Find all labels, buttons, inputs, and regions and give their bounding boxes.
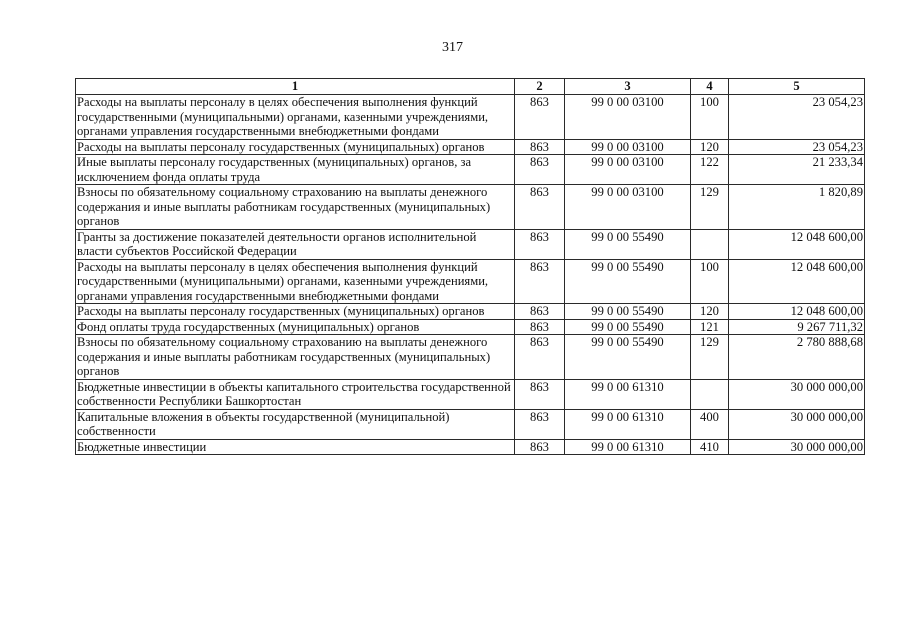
table-header-row [76, 79, 865, 95]
header-col-5: 5 [729, 79, 865, 95]
table-row [76, 185, 865, 230]
header-col-3: 3 [565, 79, 691, 95]
row-name: Капитальные вложения в объекты государственной (муниципальной) собственности [76, 409, 515, 439]
row-csr: 99 0 00 55490 [565, 319, 691, 335]
row-grbs: 863 [515, 379, 565, 409]
row-amount: 9 267 711,32 [729, 319, 865, 335]
row-csr: 99 0 00 03100 [565, 155, 691, 185]
row-name: Расходы на выплаты персоналу в целях обеспечения выполнения функций государственными (муниципальными) органами, казенными учреждениями, органами управления государственными внебюджетными фондами [76, 95, 515, 140]
row-grbs: 863 [515, 139, 565, 155]
table-row [76, 95, 865, 140]
row-csr: 99 0 00 61310 [565, 379, 691, 409]
table-row [76, 379, 865, 409]
row-name: Гранты за достижение показателей деятельности органов исполнительной власти субъектов Российской Федерации [76, 229, 515, 259]
row-name: Взносы по обязательному социальному страхованию на выплаты денежного содержания и иные выплаты работникам государственных (муниципальных) органов [76, 185, 515, 230]
row-vr: 120 [691, 304, 729, 320]
row-amount: 30 000 000,00 [729, 439, 865, 455]
row-amount: 1 820,89 [729, 185, 865, 230]
header-col-1: 1 [76, 79, 515, 95]
row-csr: 99 0 00 61310 [565, 409, 691, 439]
table-row [76, 259, 865, 304]
row-name: Иные выплаты персоналу государственных (муниципальных) органов, за исключением фонда оплаты труда [76, 155, 515, 185]
table-row [76, 139, 865, 155]
row-vr: 410 [691, 439, 729, 455]
row-csr: 99 0 00 55490 [565, 335, 691, 380]
row-amount: 21 233,34 [729, 155, 865, 185]
table-row [76, 155, 865, 185]
header-col-2: 2 [515, 79, 565, 95]
row-amount: 12 048 600,00 [729, 304, 865, 320]
row-csr: 99 0 00 55490 [565, 229, 691, 259]
row-csr: 99 0 00 03100 [565, 95, 691, 140]
table-row [76, 319, 865, 335]
row-amount: 30 000 000,00 [729, 409, 865, 439]
row-csr: 99 0 00 03100 [565, 139, 691, 155]
row-vr: 100 [691, 259, 729, 304]
row-grbs: 863 [515, 95, 565, 140]
row-amount: 23 054,23 [729, 139, 865, 155]
row-grbs: 863 [515, 304, 565, 320]
row-vr: 121 [691, 319, 729, 335]
row-amount: 30 000 000,00 [729, 379, 865, 409]
table-row [76, 229, 865, 259]
row-name: Бюджетные инвестиции [76, 439, 515, 455]
row-vr: 100 [691, 95, 729, 140]
row-csr: 99 0 00 61310 [565, 439, 691, 455]
row-grbs: 863 [515, 439, 565, 455]
row-name: Бюджетные инвестиции в объекты капитального строительства государственной собственности Республики Башкортостан [76, 379, 515, 409]
row-name: Расходы на выплаты персоналу государственных (муниципальных) органов [76, 304, 515, 320]
row-name: Фонд оплаты труда государственных (муниципальных) органов [76, 319, 515, 335]
row-vr: 129 [691, 185, 729, 230]
row-grbs: 863 [515, 335, 565, 380]
row-vr [691, 229, 729, 259]
row-grbs: 863 [515, 185, 565, 230]
row-vr: 122 [691, 155, 729, 185]
budget-table [75, 78, 865, 455]
row-vr: 129 [691, 335, 729, 380]
table-row [76, 304, 865, 320]
row-csr: 99 0 00 55490 [565, 259, 691, 304]
row-vr [691, 379, 729, 409]
row-amount: 23 054,23 [729, 95, 865, 140]
row-grbs: 863 [515, 409, 565, 439]
row-grbs: 863 [515, 259, 565, 304]
row-csr: 99 0 00 55490 [565, 304, 691, 320]
table-row [76, 409, 865, 439]
row-grbs: 863 [515, 229, 565, 259]
row-csr: 99 0 00 03100 [565, 185, 691, 230]
table-row [76, 335, 865, 380]
row-name: Расходы на выплаты персоналу государственных (муниципальных) органов [76, 139, 515, 155]
page-number: 317 [442, 40, 463, 55]
row-name: Взносы по обязательному социальному страхованию на выплаты денежного содержания и иные выплаты работникам государственных (муниципальных) органов [76, 335, 515, 380]
row-amount: 12 048 600,00 [729, 259, 865, 304]
row-grbs: 863 [515, 319, 565, 335]
row-amount: 2 780 888,68 [729, 335, 865, 380]
header-col-4: 4 [691, 79, 729, 95]
row-amount: 12 048 600,00 [729, 229, 865, 259]
row-grbs: 863 [515, 155, 565, 185]
row-vr: 400 [691, 409, 729, 439]
row-name: Расходы на выплаты персоналу в целях обеспечения выполнения функций государственными (муниципальными) органами, казенными учреждениями, органами управления государственными внебюджетными фондами [76, 259, 515, 304]
row-vr: 120 [691, 139, 729, 155]
table-row [76, 439, 865, 455]
